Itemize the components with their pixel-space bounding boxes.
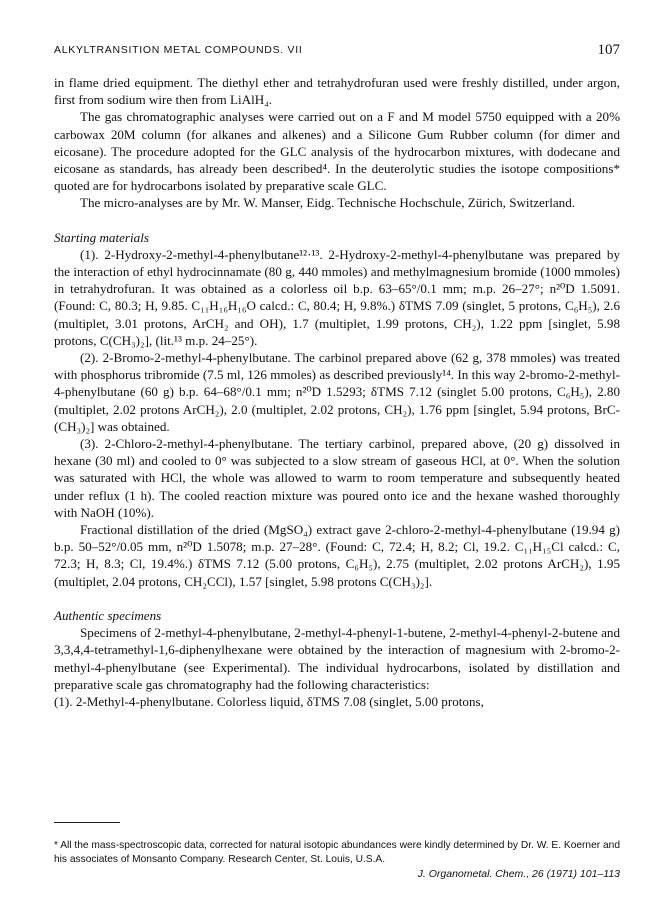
- entry-distillation: Fractional distillation of the dried (MgSO₄) extract gave 2-chloro-2-methyl-4-phenylbutane (19.94 g) b.p. 50–52°/0.05 mm, n²⁰D 1.5078; m.p. 27–28°. (Found: C, 72.4; H, 8.2; Cl, 19.2. C₁₁H₁₅Cl calcd.: C, 72.3; H, 8.3; Cl, 19.4%.) δTMS 7.12 (5.00 protons, C₆H₅), 2.75 (multiplet, 2.02 protons ArCH₂), 1.95 (multiplet, 2.04 protons, CH₂CCl), 1.57 [singlet, 5.98 protons C(CH₃)₂].: [54, 522, 620, 589]
- running-head: [54, 42, 620, 64]
- paragraph-microanalyses: The micro-analyses are by Mr. W. Manser, Eidg. Technische Hochschule, Zürich, Switzerland.: [80, 195, 576, 211]
- entry-methylphenylbutane: (1). 2-Methyl-4-phenylbutane. Colorless liquid, δTMS 7.08 (singlet, 5.00 protons,: [54, 693, 484, 709]
- entry-chloro: (3). 2-Chloro-2-methyl-4-phenylbutane. The tertiary carbinol, prepared above, (20 g) dissolved in hexane (30 ml) and cooled to 0° was subjected to a slow stream of gaseous HCl, at 0°. When the solution was saturated with HCl, the whole was allowed to warm to room temperature and subsequently heated under reflux (1 h). The cooled reaction mixture was poured onto ice and the hexane washed thoroughly with NaOH (10%).: [54, 436, 620, 520]
- footnote: * All the mass-spectroscopic data, corrected for natural isotopic abundances were kindly determined by Dr. W. E. Koerner and his associates of Monsanto Company. Research Center, St. Louis, U.S.A.: [54, 840, 620, 866]
- paragraph-specimens: Specimens of 2-methyl-4-phenylbutane, 2-methyl-4-phenyl-1-butene, 2-methyl-4-phenyl-2-butene and 3,3,4,4-tetramethyl-1,6-diphenylhexane were obtained by the interaction of magnesium with 2-bromo-2-methyl-4-phenylbutane (see Experimental). The individual hydrocarbons, isolated by distillation and preparative scale gas chromatography had the following characteristics:: [54, 625, 620, 692]
- entry-bromo: (2). 2-Bromo-2-methyl-4-phenylbutane. The carbinol prepared above (62 g, 378 mmoles) was treated with phosphorus tribromide (7.5 ml, 126 mmoles) as described previously¹⁴. In this way 2-bromo-2-methyl-4-phenylbutane (60 g) b.p. 64–68°/0.1 mm; n²⁰D 1.5293; δTMS 7.12 (singlet 5.00 protons, C₆H₅), 2.80 (multiplet, 2.02 protons ArCH₂), 2.0 (multiplet, 2.02 protons, CH₂), 1.76 ppm [singlet, 5.94 protons, BrC-(CH₃)₂] was obtained.: [54, 350, 620, 434]
- body-text: [54, 74, 620, 710]
- section-heading-starting-materials: Starting materials: [54, 229, 149, 245]
- footnote-rule: [54, 822, 120, 823]
- journal-reference: J. Organometal. Chem., 26 (1971) 101–113: [417, 868, 620, 880]
- entry-hydroxy: (1). 2-Hydroxy-2-methyl-4-phenylbutane¹²·¹³. 2-Hydroxy-2-methyl-4-phenylbutane was prepared by the interaction of ethyl hydrocinnamate (80 g, 440 mmoles) and methylmagnesium bromide (1000 mmoles) in tetrahydrofuran. It was obtained as a colorless oil b.p. 63–65°/0.1 mm; m.p. 26–27°; n²⁰D 1.5091. (Found: C, 80.3; H, 9.85. C₁₁H₁₆H₁₆O calcd.: C, 80.4; H, 9.8%.) δTMS 7.09 (singlet, 5 protons, C₆H₅), 2.6 (multiplet, 3.01 protons, ArCH₂ and OH), 1.7 (multiplet, 1.99 protons, CH₂), 1.22 ppm [singlet, 5.98 protons, C(CH₃)₂], (lit.¹³ m.p. 24–25°).: [54, 246, 620, 348]
- running-title: ALKYLTRANSITION METAL COMPOUNDS. VII: [54, 44, 303, 56]
- page-number: 107: [597, 42, 620, 58]
- paragraph-intro: in flame dried equipment. The diethyl ether and tetrahydrofuran used were freshly distilled, under argon, first from sodium wire then from LiAlH₄.: [54, 75, 620, 108]
- section-heading-authentic-specimens: Authentic specimens: [54, 607, 162, 623]
- paragraph-glc: The gas chromatographic analyses were carried out on a F and M model 5750 equipped with a 20% carbowax 20M column (for alkanes and alkenes) and a Silicone Gum Rubber column (for dimer and eicosane). The procedure adopted for the GLC analysis of the hydrocarbon mixtures, with dodecane and eicosane as standards, has already been described⁴. In the deuterolytic studies the isotope compositions* quoted are for hydrocarbons isolated by preparative scale GLC.: [54, 109, 620, 194]
